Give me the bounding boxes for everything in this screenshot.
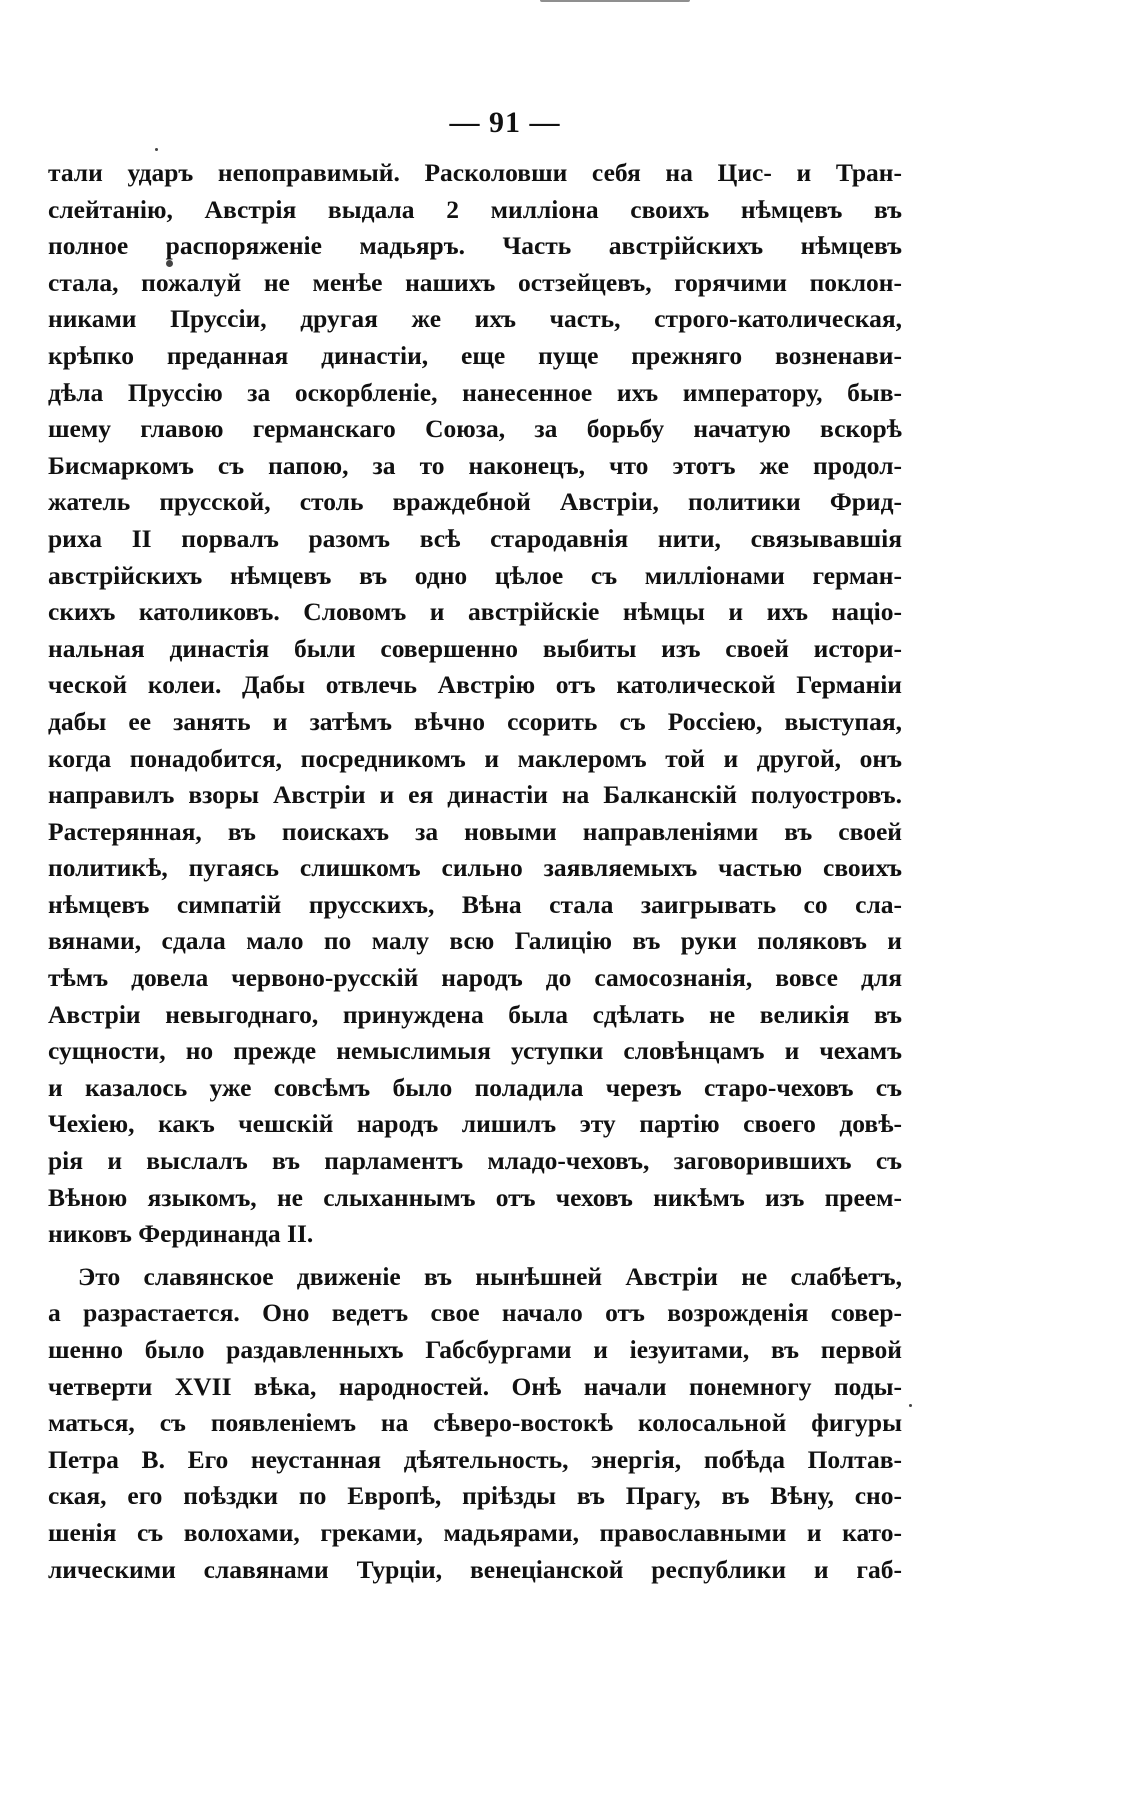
text-line: никовъ Фердинанда II. <box>48 1219 314 1249</box>
text-line: ческой колеи. Дабы отвлечь Австрію отъ католической Германіи <box>48 670 902 700</box>
body-text <box>48 155 902 1588</box>
text-line: направилъ взоры Австріи и ея династіи на Балканскій полуостровъ. <box>48 780 902 810</box>
text-line: вянами, сдала мало по малу всю Галицію въ руки поляковъ и <box>48 926 902 956</box>
text-line: когда понадобится, посредникомъ и маклеромъ той и другой, онъ <box>48 743 902 773</box>
text-line: жатель прусской, столь враждебной Австріи, политики Фрид- <box>48 487 902 517</box>
text-line: австрійскихъ нѣмцевъ въ одно цѣлое съ милліонами герман- <box>48 560 902 590</box>
text-line: слейтанію, Австрія выдала 2 милліона своихъ нѣмцевъ въ <box>48 194 902 224</box>
text-line: дабы ее занять и затѣмъ вѣчно ссорить съ Россіею, выступая, <box>48 706 902 736</box>
text-line: шенно было раздавленныхъ Габсбургами и іезуитами, въ первой <box>48 1335 902 1364</box>
text-line: риха II порвалъ разомъ всѣ стародавнія нити, связывавшія <box>48 523 902 553</box>
text-line: Петра В. Его неустанная дѣятельность, энергія, побѣда Полтав- <box>48 1444 902 1474</box>
text-line: Растерянная, въ поискахъ за новыми направленіями въ своей <box>48 816 902 846</box>
text-line: никами Пруссіи, другая же ихъ часть, строго-католическая, <box>48 304 902 334</box>
text-line: Австріи невыгоднаго, принуждена была сдѣлать не великія въ <box>48 999 902 1029</box>
paper-speck <box>155 148 158 151</box>
text-line: Бисмаркомъ съ папою, за то наконецъ, что этотъ же продол- <box>48 450 902 480</box>
text-line: нѣмцевъ симпатій прусскихъ, Вѣна стала заигрывать со сла- <box>48 889 902 919</box>
text-line: стала, пожалуй не менѣе нашихъ остзейцевъ, горячими поклон- <box>48 267 902 297</box>
text-line: нальная династія были совершенно выбиты изъ своей истори- <box>48 633 902 663</box>
text-line: шему главою германскаго Союза, за борьбу начатую вскорѣ <box>48 414 902 444</box>
paragraph-2 <box>48 1259 902 1588</box>
text-line: скихъ католиковъ. Словомъ и австрійскіе нѣмцы и ихъ націо- <box>48 597 902 627</box>
paper-speck <box>909 1404 912 1407</box>
text-line: лическими славянами Турціи, венеціанской республики и габ- <box>48 1554 902 1584</box>
text-line: ская, его поѣздки по Европѣ, пріѣзды въ Прагу, въ Вѣну, сно- <box>48 1481 902 1511</box>
text-line: Это славянское движеніе въ нынѣшней Австріи не слабѣетъ, <box>78 1261 902 1291</box>
paper-speck <box>166 260 173 267</box>
page-number: — 91 — <box>449 106 561 139</box>
text-line: политикѣ, пугаясь слишкомъ сильно заявляемыхъ частью своихъ <box>48 853 902 883</box>
text-line: дѣла Пруссію за оскорбленіе, нанесенное ихъ императору, быв- <box>48 377 902 407</box>
text-line: четверти XVII вѣка, народностей. Онѣ начали понемногу поды- <box>48 1371 902 1401</box>
text-line: полное распоряженіе мадьяръ. Часть австрійскихъ нѣмцевъ <box>48 231 902 261</box>
text-line: тали ударъ непоправимый. Расколовши себя на Цис- и Тран- <box>48 158 902 187</box>
text-line: Чехіею, какъ чешскій народъ лишилъ эту партію своего довѣ- <box>48 1109 902 1139</box>
text-line: и казалось уже совсѣмъ было поладила черезъ старо-чеховъ съ <box>48 1072 902 1102</box>
text-line: сущности, но прежде немыслимыя уступки словѣнцамъ и чехамъ <box>48 1036 902 1066</box>
text-line: крѣпко преданная династіи, еще пуще прежняго возненави- <box>48 340 902 370</box>
text-line: тѣмъ довела червоно-русскій народъ до самосознанія, вовсе для <box>48 963 902 993</box>
text-line: а разрастается. Оно ведетъ свое начало отъ возрожденія совер- <box>48 1298 902 1328</box>
text-line: рія и выслалъ въ парламентъ младо-чеховъ, заговорившихъ съ <box>48 1146 902 1176</box>
cropped-header-fragment <box>540 0 690 2</box>
text-line: Вѣною языкомъ, не слыханнымъ отъ чеховъ никѣмъ изъ преем- <box>48 1182 902 1212</box>
text-line: шенія съ волохами, греками, мадьярами, православными и като- <box>48 1517 902 1547</box>
text-line: маться, съ появленіемъ на сѣверо-востокѣ колосальной фигуры <box>48 1408 902 1438</box>
paragraph-1 <box>48 155 902 1253</box>
